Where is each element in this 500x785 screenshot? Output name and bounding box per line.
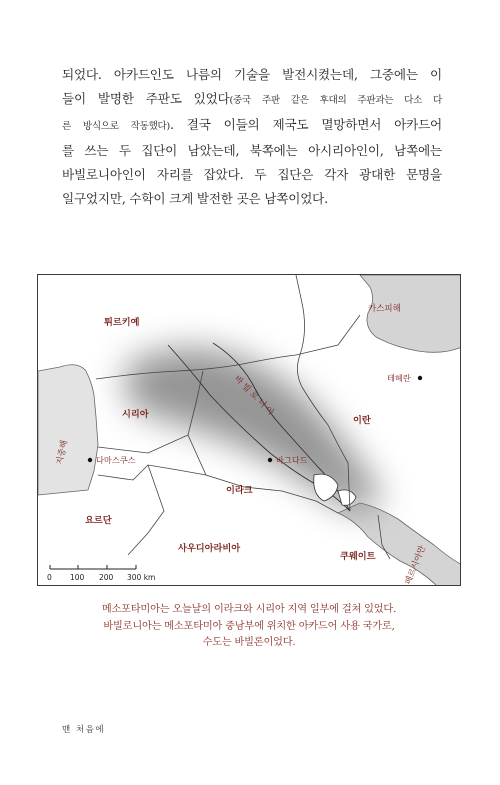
label-syria: 시리아	[122, 409, 149, 420]
scale-tick-0: 0	[47, 573, 52, 582]
body-line-2	[62, 87, 442, 113]
label-caspian-sea: 카스피해	[368, 304, 401, 314]
label-iraq: 이라크	[226, 485, 253, 496]
label-babylonia: 바 빌 로 니 아	[231, 374, 276, 418]
map-caption	[37, 602, 461, 652]
label-kuwait: 쿠웨이트	[340, 551, 376, 562]
baghdad-dot	[268, 458, 272, 462]
tehran-dot	[418, 376, 422, 380]
scale-tick-200: 200	[99, 573, 114, 582]
label-baghdad: 바그다드	[276, 455, 308, 465]
label-turkey: 튀르키예	[104, 317, 140, 328]
label-mediterranean: 지중해	[55, 439, 71, 466]
persian-gulf-shape	[338, 503, 461, 586]
label-jordan: 요르단	[85, 515, 112, 526]
body-line-6: 일구었지만, 수학이 크게 발전한 곳은 남쪽이었다.	[62, 191, 328, 206]
body-line-3	[62, 113, 442, 139]
running-footer: 맨 처음에	[62, 725, 106, 735]
body-line-4: 를 쓰는 두 집단이 남았는데, 북쪽에는 아시리아인이, 남쪽에는	[62, 143, 442, 158]
scale-bar	[47, 565, 155, 582]
label-iran: 이란	[353, 415, 371, 426]
damascus-dot	[88, 458, 92, 462]
mediterranean-sea-shape	[38, 365, 98, 495]
body-line-2-aside: (중국 주판 같은 후대의 주판과는 다소 다	[229, 95, 442, 106]
body-line-3-main: . 결국 이들의 제국도 멸망하면서 아카드어	[169, 117, 442, 132]
babylonia-region-shading	[124, 348, 383, 509]
label-persian-gulf: 페르시아만	[403, 544, 429, 587]
scale-tick-100: 100	[70, 573, 85, 582]
label-tehran: 테헤란	[387, 373, 411, 383]
map-svg	[38, 275, 461, 586]
mesopotamia-map	[37, 274, 461, 586]
body-paragraph	[62, 63, 442, 211]
label-saudi-arabia: 사우디아라비아	[178, 543, 241, 554]
body-line-1: 되었다. 아카드인도 나름의 기술을 발전시켰는데, 그중에는 이	[62, 67, 442, 82]
body-line-5: 바빌로니아인이 자리를 잡았다. 두 집단은 각자 광대한 문명을	[62, 167, 442, 182]
label-damascus: 다마스쿠스	[96, 455, 136, 465]
caption-line-3: 수도는 바빌론이었다.	[202, 637, 296, 648]
scale-tick-300: 300 km	[127, 573, 156, 582]
body-line-3-aside: 른 방식으로 작동했다)	[62, 121, 170, 132]
body-line-2-main: 들이 발명한 주판도 있었다	[62, 91, 230, 106]
caption-line-1: 메소포타미아는 오늘날의 이라크와 시리아 지역 일부에 걸쳐 있었다.	[101, 604, 397, 615]
caption-line-2: 바빌로니아는 메소포타미아 중남부에 위치한 아카드어 사용 국가로,	[103, 620, 395, 632]
